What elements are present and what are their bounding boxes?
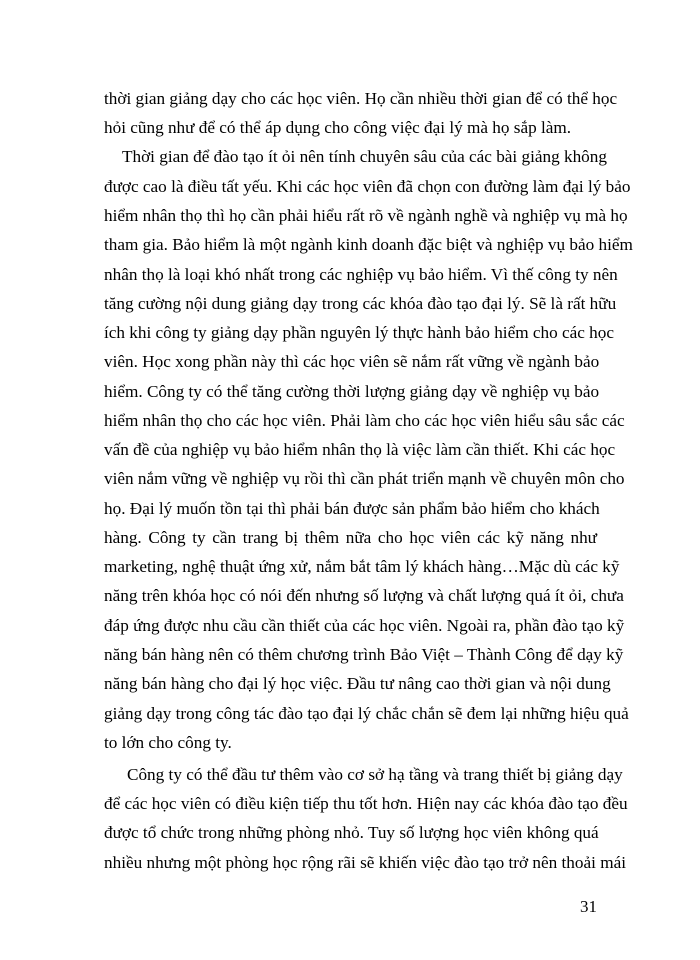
text-line: hiểm. Công ty có thể tăng cường thời lượng giảng dạy về nghiệp vụ bảo — [104, 382, 600, 401]
text-line: được cao là điều tất yếu. Khi các học viên đã chọn con đường làm đại lý bảo — [104, 177, 631, 196]
text-line: Thời gian để đào tạo ít ỏi nên tính chuyên sâu của các bài giảng không — [122, 147, 607, 166]
text-line: marketing, nghệ thuật ứng xử, nắm bắt tâm lý khách hàng…Mặc dù các kỹ — [104, 557, 620, 576]
text-line: vấn đề của nghiệp vụ bảo hiểm nhân thọ là việc làm cần thiết. Khi các học — [104, 440, 616, 459]
text-line: giảng dạy trong công tác đào tạo đại lý chắc chắn sẽ đem lại những hiệu quả — [104, 704, 629, 723]
page-number: 31 — [580, 897, 597, 916]
text-line: năng bán hàng nên có thêm chương trình Bảo Việt – Thành Công để dạy kỹ — [104, 645, 624, 664]
text-line: to lớn cho công ty. — [104, 733, 232, 752]
text-line: họ. Đại lý muốn tồn tại thì phải bán được sản phẩm bảo hiểm cho khách — [104, 499, 600, 518]
text-line: đáp ứng được nhu cầu cần thiết của các học viên. Ngoài ra, phần đào tạo kỹ — [104, 616, 625, 635]
text-line: ích khi công ty giảng dạy phần nguyên lý thực hành bảo hiểm cho các học — [104, 323, 614, 342]
text-line: được tổ chức trong những phòng nhỏ. Tuy số lượng học viên không quá — [104, 823, 599, 842]
text-line: hiểm nhân thọ cho các học viên. Phải làm cho các học viên hiểu sâu sắc các — [104, 411, 625, 430]
text-line: năng bán hàng cho đại lý học việc. Đầu tư nâng cao thời gian và nội dung — [104, 674, 611, 693]
text-line: Công ty có thể đầu tư thêm vào cơ sở hạ tầng và trang thiết bị giảng dạy — [127, 765, 623, 784]
text-line: năng trên khóa học có nói đến nhưng số lượng và chất lượng quá ít ỏi, chưa — [104, 586, 624, 605]
text-line: tăng cường nội dung giảng dạy trong các khóa đào tạo đại lý. Sẽ là rất hữu — [104, 294, 617, 313]
text-line: hàng. Công ty cần trang bị thêm nữa cho học viên các kỹ năng như — [104, 528, 597, 547]
text-line: thời gian giảng dạy cho các học viên. Họ cần nhiều thời gian để có thể học — [104, 89, 618, 108]
text-line: viên nắm vững về nghiệp vụ rồi thì cần phát triển mạnh về chuyên môn cho — [104, 469, 625, 488]
text-line: viên. Học xong phần này thì các học viên sẽ nắm rất vững về ngành bảo — [104, 352, 600, 371]
text-line: tham gia. Bảo hiểm là một ngành kinh doanh đặc biệt và nghiệp vụ bảo hiểm — [104, 235, 633, 254]
text-line: để các học viên có điều kiện tiếp thu tốt hơn. Hiện nay các khóa đào tạo đều — [104, 794, 628, 813]
text-line: nhân thọ là loại khó nhất trong các nghiệp vụ bảo hiểm. Vì thế công ty nên — [104, 265, 618, 284]
text-line: hỏi cũng như để có thể áp dụng cho công việc đại lý mà họ sắp làm. — [104, 118, 572, 137]
text-line: nhiều nhưng một phòng học rộng rãi sẽ khiến việc đào tạo trở nên thoải mái — [104, 853, 626, 872]
text-line: hiểm nhân thọ thì họ cần phải hiểu rất rõ về ngành nghề và nghiệp vụ mà họ — [104, 206, 628, 225]
